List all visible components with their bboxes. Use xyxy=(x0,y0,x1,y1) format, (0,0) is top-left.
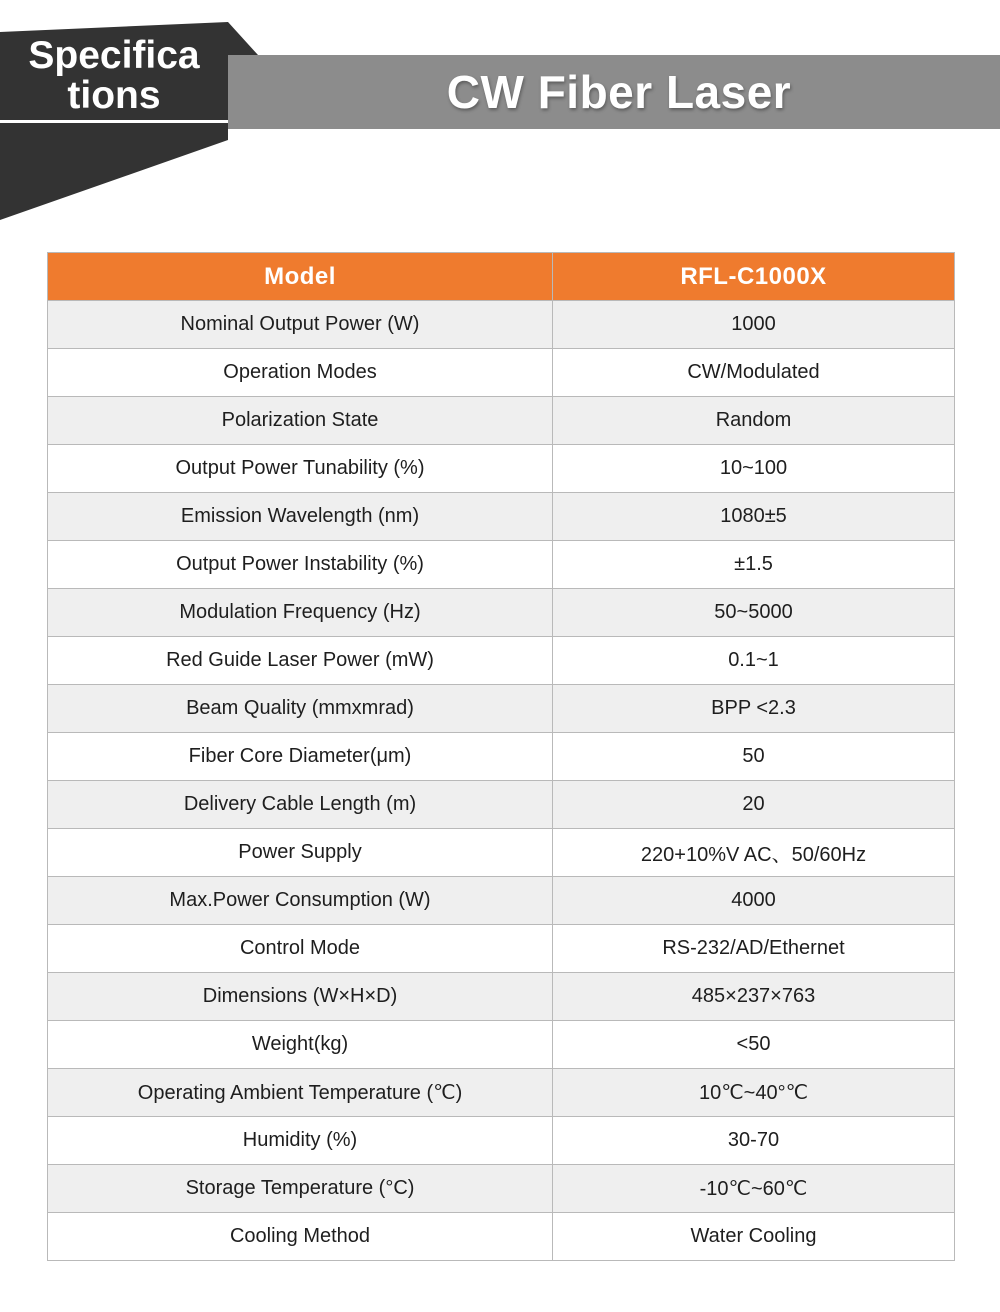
table-row xyxy=(48,973,955,1021)
value-cell: 0.1~1 xyxy=(553,637,955,685)
value-cell: RS-232/AD/Ethernet xyxy=(553,925,955,973)
value-cell: Random xyxy=(553,397,955,445)
value-cell: 50 xyxy=(553,733,955,781)
section-tag xyxy=(0,0,260,222)
table-row xyxy=(48,925,955,973)
table-row xyxy=(48,301,955,349)
table-row xyxy=(48,637,955,685)
param-cell: Power Supply xyxy=(48,829,553,877)
param-cell: Fiber Core Diameter(μm) xyxy=(48,733,553,781)
section-tag-label: Specifica tions xyxy=(28,34,200,117)
value-cell: 30-70 xyxy=(553,1117,955,1165)
table-row xyxy=(48,781,955,829)
param-cell: Emission Wavelength (nm) xyxy=(48,493,553,541)
param-cell: Red Guide Laser Power (mW) xyxy=(48,637,553,685)
table-row xyxy=(48,397,955,445)
param-cell: Max.Power Consumption (W) xyxy=(48,877,553,925)
param-cell: Weight(kg) xyxy=(48,1021,553,1069)
table-row xyxy=(48,877,955,925)
section-tag-divider xyxy=(0,120,228,123)
value-cell: BPP <2.3 xyxy=(553,685,955,733)
table-header-row xyxy=(48,253,955,301)
param-cell: Modulation Frequency (Hz) xyxy=(48,589,553,637)
header-model-name: RFL-C1000X xyxy=(553,253,955,301)
value-cell: ±1.5 xyxy=(553,541,955,589)
value-cell: 50~5000 xyxy=(553,589,955,637)
value-cell: 10~100 xyxy=(553,445,955,493)
value-cell: 10℃~40°℃ xyxy=(553,1069,955,1117)
param-cell: Output Power Tunability (%) xyxy=(48,445,553,493)
param-cell: Delivery Cable Length (m) xyxy=(48,781,553,829)
value-cell: 220+10%V AC、50/60Hz xyxy=(553,829,955,877)
table-row xyxy=(48,1069,955,1117)
table-row xyxy=(48,1213,955,1261)
table-row xyxy=(48,1165,955,1213)
param-cell: Humidity (%) xyxy=(48,1117,553,1165)
value-cell: -10℃~60℃ xyxy=(553,1165,955,1213)
value-cell: CW/Modulated xyxy=(553,349,955,397)
table-row xyxy=(48,493,955,541)
param-cell: Control Mode xyxy=(48,925,553,973)
table-row xyxy=(48,685,955,733)
param-cell: Operation Modes xyxy=(48,349,553,397)
value-cell: 1080±5 xyxy=(553,493,955,541)
param-cell: Dimensions (W×H×D) xyxy=(48,973,553,1021)
value-cell: 20 xyxy=(553,781,955,829)
value-cell: 1000 xyxy=(553,301,955,349)
param-cell: Storage Temperature (°C) xyxy=(48,1165,553,1213)
table-row xyxy=(48,829,955,877)
param-cell: Polarization State xyxy=(48,397,553,445)
spec-table xyxy=(47,252,955,1261)
value-cell: 485×237×763 xyxy=(553,973,955,1021)
value-cell: 4000 xyxy=(553,877,955,925)
value-cell: Water Cooling xyxy=(553,1213,955,1261)
table-row xyxy=(48,1117,955,1165)
param-cell: Cooling Method xyxy=(48,1213,553,1261)
page-title: CW Fiber Laser xyxy=(446,66,792,118)
value-cell: <50 xyxy=(553,1021,955,1069)
table-row xyxy=(48,1021,955,1069)
header-model: Model xyxy=(48,253,553,301)
table-row xyxy=(48,349,955,397)
table-row xyxy=(48,445,955,493)
table-row xyxy=(48,541,955,589)
param-cell: Nominal Output Power (W) xyxy=(48,301,553,349)
spec-table-body xyxy=(48,301,955,1261)
param-cell: Output Power Instability (%) xyxy=(48,541,553,589)
table-row xyxy=(48,589,955,637)
param-cell: Operating Ambient Temperature (℃) xyxy=(48,1069,553,1117)
title-banner xyxy=(228,55,1000,129)
table-row xyxy=(48,733,955,781)
param-cell: Beam Quality (mmxmrad) xyxy=(48,685,553,733)
